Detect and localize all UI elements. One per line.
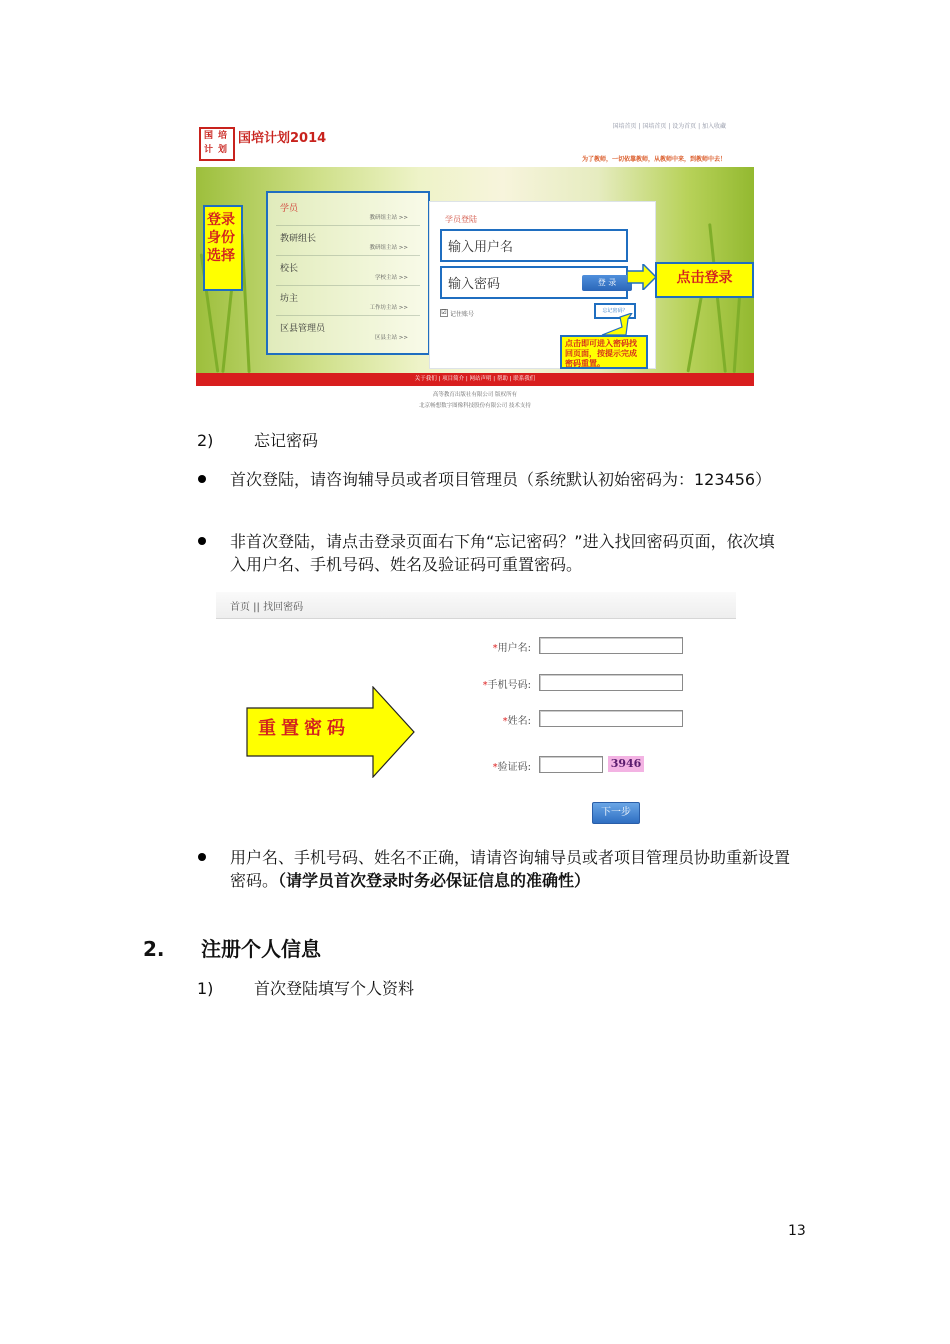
footer-tech-support: 北京畅想数字图像科技股份有限公司 技术支持 (419, 403, 531, 409)
pointer-arrow-icon (596, 313, 636, 337)
captcha-field[interactable] (539, 756, 603, 773)
logo-char: 划 (218, 145, 228, 155)
site-slogan: 为了教师，一切依靠教师，从教师中来，到教师中去！ (581, 156, 726, 163)
username-field[interactable] (539, 637, 683, 654)
subsection-number: 2) (197, 431, 214, 450)
breadcrumb-bar (216, 592, 736, 619)
bullet-info-incorrect: 用户名、手机号码、姓名不正确，请请咨询辅导员或者项目管理员协助重新设置密码。（请学员首次登录时务必保证信息的准确性） (230, 848, 791, 890)
role-item-county-admin[interactable]: 区县管理员 (280, 324, 326, 334)
role-sub-link[interactable]: 教研组主站 >> (369, 215, 408, 221)
section-title: 注册个人信息 (201, 937, 321, 961)
role-item-teaching-leader[interactable]: 教研组长 (280, 234, 317, 244)
bullet-first-login: 首次登陆，请咨询辅导员或者项目管理员（系统默认初始密码为：123456） (230, 470, 772, 489)
role-item-workshop-host[interactable]: 坊主 (280, 294, 299, 304)
breadcrumb[interactable]: 首页 || 找回密码 (230, 602, 304, 613)
bold-warning: （请学员首次登录时务必保证信息的准确性） (278, 871, 591, 890)
subsection-number: 1) (197, 979, 214, 998)
logo-char: 国 (204, 131, 214, 141)
captcha-label: *验证码: (492, 762, 531, 773)
subsection-title: 首次登陆填写个人资料 (254, 979, 415, 998)
callout-forgot-password: 点击即可进入密码找回页面，按提示完成密码重置。 (560, 335, 648, 369)
reset-password-callout: 重置密码 (258, 718, 350, 739)
footer-copyright: 高等教育出版社有限公司 版权所有 (432, 392, 518, 398)
username-hint: 输入用户名 (448, 240, 514, 255)
role-selector (266, 191, 430, 355)
subsection-title: 忘记密码 (254, 431, 319, 450)
captcha-image[interactable]: 3946 (608, 756, 644, 772)
top-links[interactable]: 国培首页 | 国培首页 | 设为首页 | 加入收藏 (612, 123, 726, 130)
footer-links[interactable]: 关于我们 | 项目简介 | 网站声明 | 帮助 | 联系我们 (196, 373, 754, 386)
callout-role-select: 登录身份选择 (203, 205, 243, 291)
reset-password-screenshot (216, 592, 736, 832)
bullet-dot (198, 853, 206, 861)
role-sub-link[interactable]: 学校主站 >> (375, 275, 408, 281)
name-label: *姓名: (502, 716, 531, 727)
login-screenshot (196, 117, 754, 417)
role-sub-link[interactable]: 工作坊主站 >> (369, 305, 408, 311)
logo-char: 计 (204, 145, 214, 155)
password-hint: 输入密码 (448, 277, 501, 292)
guopei-logo (199, 127, 235, 161)
arrow-right-icon (627, 264, 657, 290)
login-title: 学员登陆 (445, 215, 477, 224)
logo-char: 培 (218, 131, 228, 141)
phone-field[interactable] (539, 674, 683, 691)
login-button[interactable]: 登 录 (582, 275, 632, 291)
forgot-password-link[interactable]: 忘记密码？ (594, 303, 636, 319)
name-field[interactable] (539, 710, 683, 727)
page-number: 13 (788, 1223, 806, 1239)
role-item-student[interactable]: 学员 (280, 204, 299, 214)
section-number: 2. (143, 937, 165, 961)
password-input[interactable] (440, 266, 628, 299)
remember-checkbox[interactable]: ☑ (441, 309, 447, 316)
username-input[interactable] (440, 229, 628, 262)
remember-label: 记住账号 (450, 311, 475, 318)
role-item-principal[interactable]: 校长 (280, 264, 299, 274)
bullet-dot (198, 475, 206, 483)
username-label: *用户名: (492, 643, 531, 654)
callout-click-login: 点击登录 (655, 262, 754, 298)
phone-label: *手机号码: (482, 680, 531, 691)
bullet-dot (198, 537, 206, 545)
site-title: 国培计划2014 (238, 131, 327, 146)
role-sub-link[interactable]: 教研组主站 >> (369, 245, 408, 251)
next-step-button[interactable]: 下一步 (592, 802, 640, 824)
role-sub-link[interactable]: 区县主站 >> (375, 335, 408, 341)
bullet-not-first-login: 非首次登陆，请点击登录页面右下角“忘记密码？”进入找回密码页面，依次填入用户名、手机号码、姓名及验证码可重置密码。 (230, 532, 775, 574)
